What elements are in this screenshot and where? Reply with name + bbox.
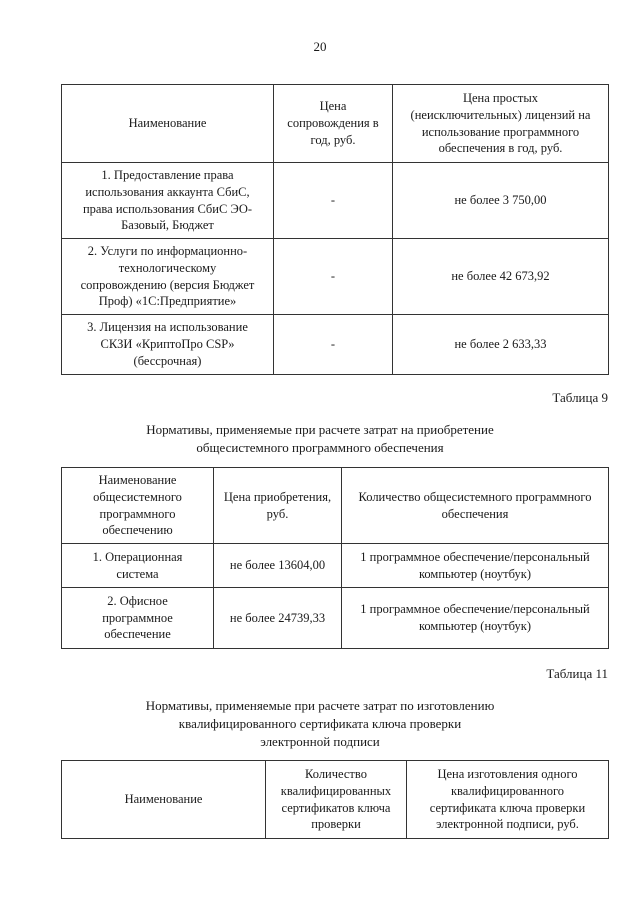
table-cell: - (274, 163, 393, 239)
table-row (62, 163, 609, 239)
table-cell: - (274, 315, 393, 375)
title-line: Нормативы, применяемые при расчете затрат на приобретение (146, 422, 494, 437)
page-number: 20 (313, 39, 327, 54)
table-row (62, 239, 609, 315)
header-cell: Количество общесистемного программного обеспечения (342, 468, 609, 544)
header-cell: Наименование (62, 85, 274, 163)
table-cell: не более 13604,00 (214, 544, 342, 588)
table-cell: не более 24739,33 (214, 588, 342, 649)
software-licenses-table (61, 84, 609, 375)
table-cell: 2. Услуги по информационно- технологическому сопровождению (версия Бюджет Проф) «1С:Предприятие» (62, 239, 274, 315)
table-cell: 1. Операционная система (62, 544, 214, 588)
table-cell: - (274, 239, 393, 315)
header-cell: Цена изготовления одного квалифицированного сертификата ключа проверки электронной подписи, руб. (407, 761, 609, 839)
table-header-row (62, 85, 609, 163)
table-cell: не более 3 750,00 (393, 163, 609, 239)
table-cell: 1 программное обеспечение/персональный компьютер (ноутбук) (342, 588, 609, 649)
table-header-row (62, 761, 609, 839)
table-cell: 1 программное обеспечение/персональный компьютер (ноутбук) (342, 544, 609, 588)
certificate-table (61, 760, 609, 839)
table-cell: 2. Офисное программное обеспечение (62, 588, 214, 649)
header-cell: Цена простых (неисключительных) лицензий на использование программного обеспечения в год, руб. (393, 85, 609, 163)
table-row (62, 544, 609, 588)
table-title (0, 697, 640, 751)
title-line: квалифицированного сертификата ключа проверки (178, 715, 462, 731)
header-cell: Цена сопровождения в год, руб. (274, 85, 393, 163)
header-cell: Количество квалифицированных сертификатов ключа проверки (266, 761, 407, 839)
title-line: электронной подписи (260, 733, 380, 749)
table-caption: Таблица 11 (546, 666, 608, 681)
table-title (0, 421, 640, 457)
table-caption: Таблица 9 (552, 390, 608, 405)
table-cell: не более 2 633,33 (393, 315, 609, 375)
table-cell: 1. Предоставление права использования аккаунта СбиС, права использования СбиС ЭО- Базовый, Бюджет (62, 163, 274, 239)
title-line: общесистемного программного обеспечения (196, 439, 444, 455)
system-software-table (61, 467, 609, 649)
header-cell: Цена приобретения, руб. (214, 468, 342, 544)
table-cell: не более 42 673,92 (393, 239, 609, 315)
table-row (62, 315, 609, 375)
table-row (62, 588, 609, 649)
table-header-row (62, 468, 609, 544)
header-cell: Наименование (62, 761, 266, 839)
table-cell: 3. Лицензия на использование СКЗИ «КриптоПро CSP» (бессрочная) (62, 315, 274, 375)
title-line: Нормативы, применяемые при расчете затрат по изготовлению (145, 698, 495, 713)
header-cell: Наименование общесистемного программного обеспечению (62, 468, 214, 544)
